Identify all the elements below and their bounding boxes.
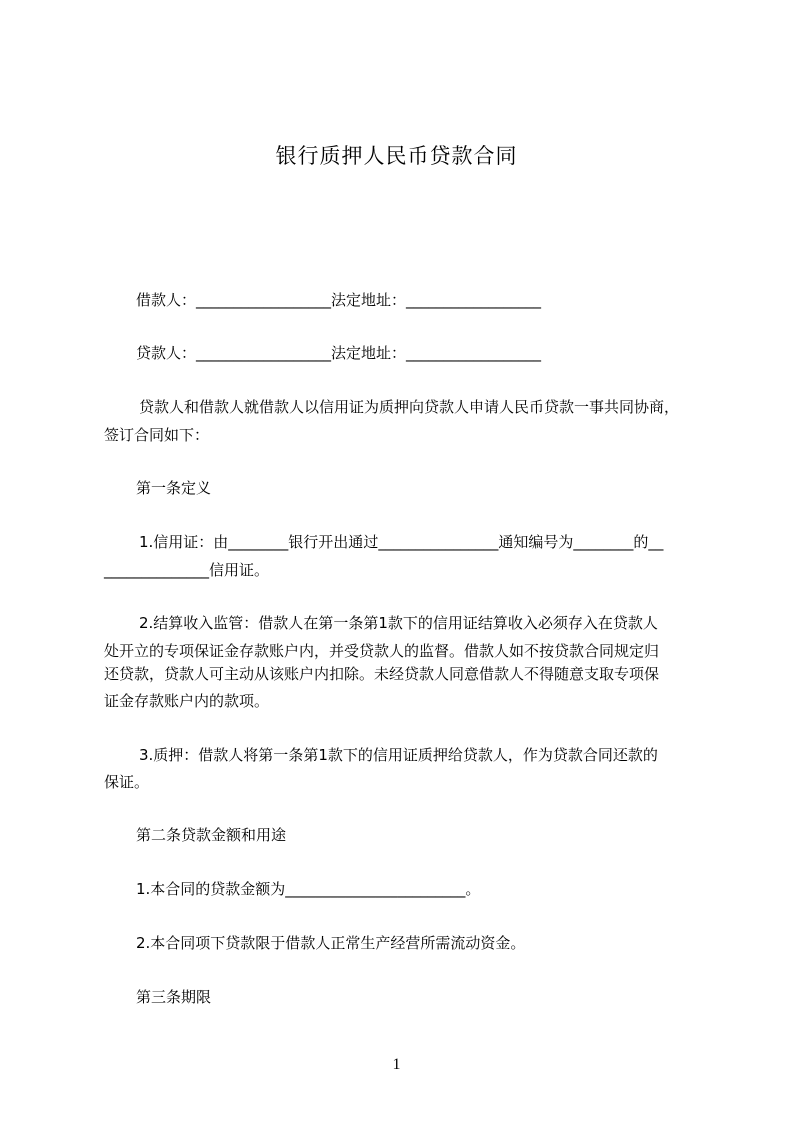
- page-title: 银行质押人民币贷款合同: [275, 144, 518, 168]
- page-number: 1: [392, 1056, 401, 1073]
- clause-2-1: 1.本合同的贷款金额为________________________。: [136, 880, 481, 898]
- article-2-title: 第二条贷款金额和用途: [136, 826, 287, 844]
- article-3-title: 第三条期限: [136, 988, 212, 1006]
- clause-1-1-line-1: 1.信用证：由________银行开出通过________________通知编号为________的__: [139, 533, 664, 551]
- clause-1-2-line-2: 处开立的专项保证金存款账户内，并受贷款人的监督。借款人如不按贷款合同规定归: [104, 642, 660, 660]
- clause-2-2: 2.本合同项下贷款限于借款人正常生产经营所需流动资金。: [136, 934, 526, 952]
- clause-1-1-line-2: ______________信用证。: [104, 561, 270, 579]
- lender-line: 贷款人：__________________法定地址：__________________: [136, 344, 542, 362]
- borrower-line: 借款人：__________________法定地址：__________________: [136, 291, 542, 309]
- clause-1-3-line-2: 保证。: [104, 773, 150, 791]
- article-1-title: 第一条定义: [136, 479, 212, 497]
- intro-line-1: 贷款人和借款人就借款人以信用证为质押向贷款人申请人民币贷款一事共同协商，: [139, 398, 680, 416]
- intro-line-2: 签订合同如下：: [104, 426, 210, 444]
- clause-1-2-line-4: 证金存款账户内的款项。: [104, 692, 270, 710]
- clause-1-2-line-1: 2.结算收入监管：借款人在第一条第1款下的信用证结算收入必须存入在贷款人: [139, 614, 658, 632]
- clause-1-2-line-3: 还贷款，贷款人可主动从该账户内扣除。未经贷款人同意借款人不得随意支取专项保: [104, 665, 660, 683]
- clause-1-3-line-1: 3.质押：借款人将第一条第1款下的信用证质押给贷款人，作为贷款合同还款的: [139, 746, 658, 764]
